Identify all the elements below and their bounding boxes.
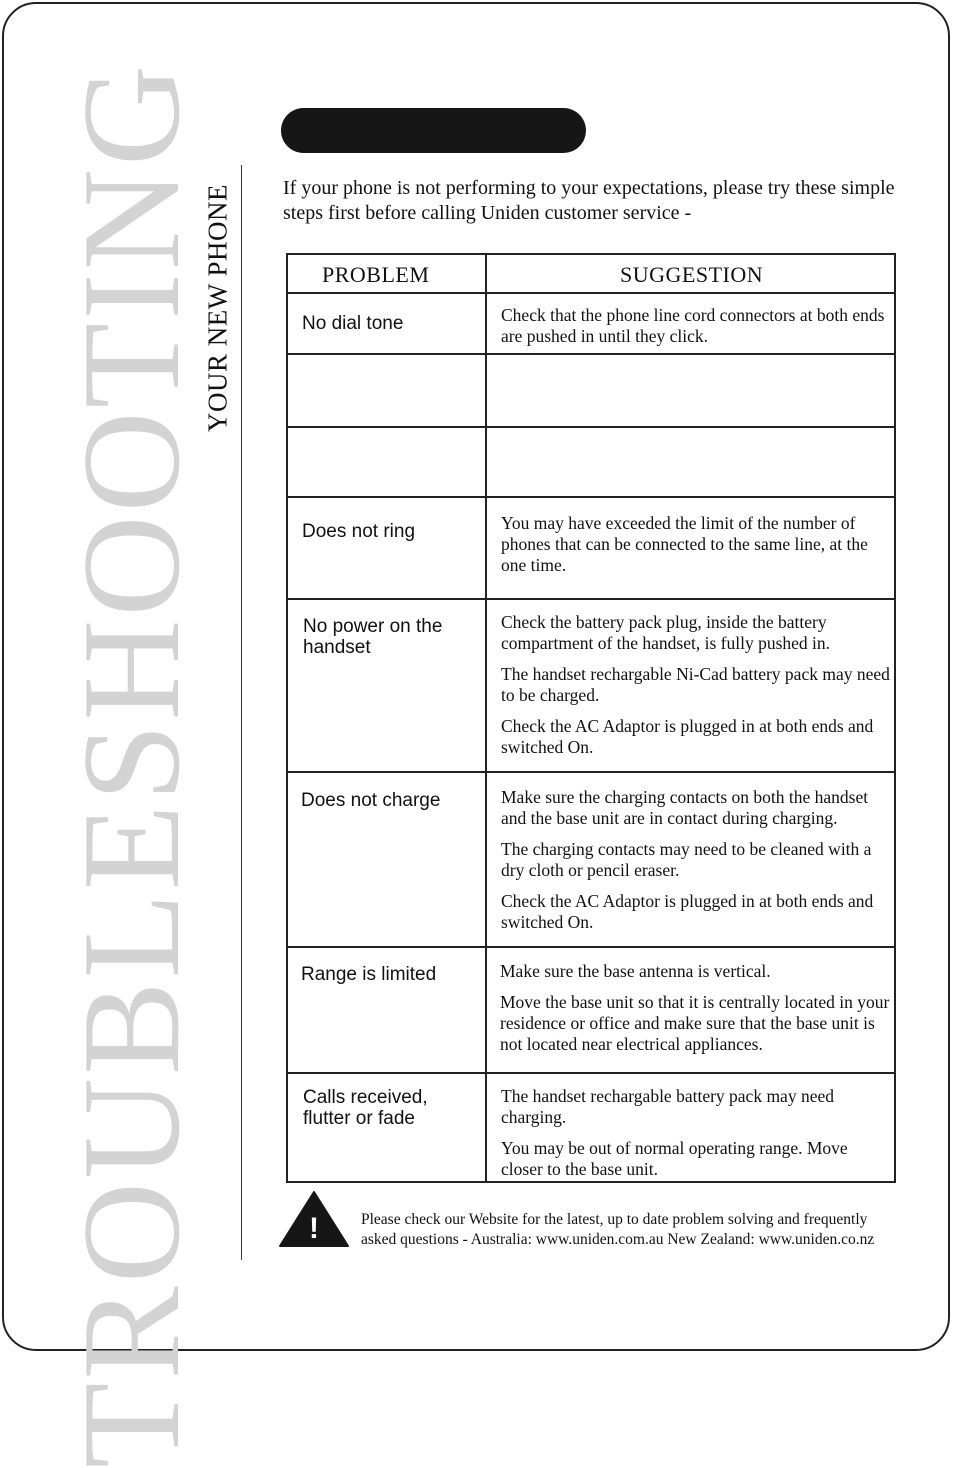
suggestion-text: You may have exceeded the limit of the number of phones that can be connected to the same line, at the one time.: [501, 513, 868, 575]
warning-symbol: !: [309, 1212, 319, 1245]
table-border-left: [286, 253, 288, 1183]
table-rule: [286, 426, 896, 428]
suggestion-cell: [501, 513, 893, 586]
table-rule: [286, 946, 896, 948]
table-rule: [286, 253, 896, 255]
heading-banner: [281, 108, 586, 153]
suggestion-text: The handset rechargable Ni-Cad battery pack may need to be charged.: [501, 664, 890, 705]
suggestion-cell: [501, 612, 893, 768]
warning-triangle-icon: [278, 1190, 350, 1248]
table-rule: [286, 598, 896, 600]
suggestion-text: Check that the phone line cord connectors at both ends are pushed in until they click.: [501, 305, 885, 346]
problem-cell: Does not ring: [302, 521, 416, 542]
header-suggestion: SUGGESTION: [620, 262, 764, 287]
suggestion-text: You may be out of normal operating range. Move closer to the base unit.: [501, 1138, 848, 1179]
suggestion-cell: [501, 305, 893, 357]
table-rule: [286, 496, 896, 498]
suggestion-cell: [501, 1086, 893, 1190]
table-border-right: [894, 253, 896, 1183]
side-subtitle: YOUR NEW PHONE: [202, 184, 233, 432]
suggestion-text: Check the AC Adaptor is plugged in at both ends and switched On.: [501, 716, 874, 757]
problem-cell: Range is limited: [301, 964, 437, 985]
suggestion-text: The charging contacts may need to be cleaned with a dry cloth or pencil eraser.: [501, 839, 872, 880]
suggestion-cell: [500, 961, 892, 1065]
side-divider: [241, 165, 242, 1260]
problem-cell: No dial tone: [302, 313, 404, 334]
table-column-divider: [485, 253, 487, 1183]
website-note: Please check our Website for the latest, up to date problem solving and frequently asked questions - Australia: www.uniden.com.au New Zealand: www.uniden.co.nz: [361, 1211, 875, 1248]
problem-cell: Does not charge: [301, 790, 441, 811]
header-problem: PROBLEM: [322, 262, 430, 287]
suggestion-text: Make sure the charging contacts on both the handset and the base unit are in contact during charging.: [501, 787, 869, 828]
table-rule: [286, 1072, 896, 1074]
intro-text: If your phone is not performing to your expectations, please try these simple steps first before calling Uniden customer service -: [283, 177, 895, 224]
suggestion-text: Move the base unit so that it is centrally located in your residence or office and make sure that the base unit is not located near electrical appliances.: [500, 992, 890, 1054]
suggestion-text: Make sure the base antenna is vertical.: [500, 961, 771, 981]
suggestion-text: The handset rechargable battery pack may need charging.: [501, 1086, 834, 1127]
table-rule: [286, 292, 896, 294]
problem-cell: Calls received, flutter or fade: [303, 1087, 428, 1129]
side-title: TROUBLESHOOTING: [54, 61, 209, 1468]
suggestion-text: Check the AC Adaptor is plugged in at both ends and switched On.: [501, 891, 874, 932]
suggestion-cell: [501, 787, 893, 943]
suggestion-text: Check the battery pack plug, inside the battery compartment of the handset, is fully pushed in.: [501, 612, 831, 653]
table-rule: [286, 771, 896, 773]
problem-cell: No power on the handset: [303, 616, 443, 658]
